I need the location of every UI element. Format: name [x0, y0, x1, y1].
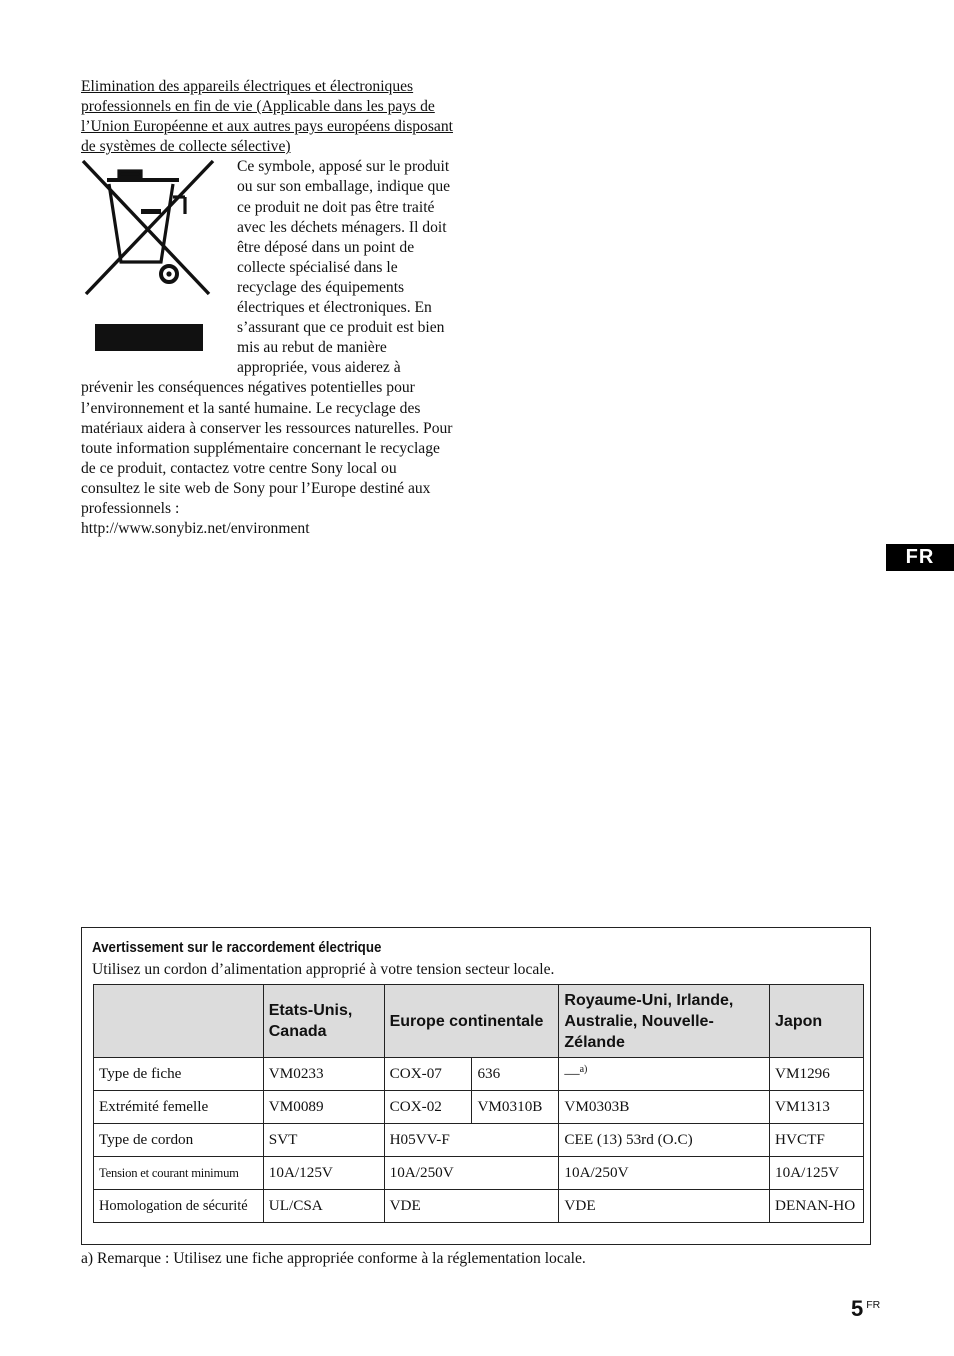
header-continental-europe: Europe continentale [384, 985, 559, 1058]
table-row [94, 1058, 864, 1091]
row-label: Extrémité femelle [94, 1091, 264, 1124]
page-number-suffix: FR [866, 1299, 881, 1311]
table-cell: VDE [559, 1190, 770, 1223]
table-cell: CEE (13) 53rd (O.C) [559, 1124, 770, 1157]
row-label: Type de cordon [94, 1124, 264, 1157]
table-cell: VM0310B [472, 1091, 559, 1124]
table-cell [559, 1058, 770, 1091]
crossed-out-wheelie-bin-icon [81, 159, 221, 354]
table-cell: 10A/125V [263, 1157, 384, 1190]
row-label: Tension et courant minimum [94, 1157, 264, 1190]
table-footnote: a) Remarque : Utilisez une fiche appropriée conforme à la réglementation locale. [81, 1250, 586, 1267]
table-cell: 10A/250V [559, 1157, 770, 1190]
table-cell: VM1296 [770, 1058, 864, 1091]
header-uk-ireland-australia-nz: Royaume-Uni, Irlande, Australie, Nouvelle-Zélande [559, 985, 770, 1058]
power-warning-box [81, 927, 871, 1245]
dash-value: — [564, 1065, 580, 1083]
table-cell: VM1313 [770, 1091, 864, 1124]
header-usa-canada: Etats-Unis, Canada [263, 985, 384, 1058]
table-cell: VM0303B [559, 1091, 770, 1124]
disposal-section [81, 77, 453, 539]
power-cord-table [93, 984, 864, 1223]
power-warning-title: Avertissement sur le raccordement électrique [92, 940, 382, 956]
table-cell: 10A/250V [384, 1157, 559, 1190]
footnote-marker: a) [579, 1064, 588, 1076]
language-tab: FR [886, 544, 954, 571]
table-header-row [94, 985, 864, 1058]
page-number [851, 1296, 880, 1322]
table-row [94, 1157, 864, 1190]
disposal-body: Ce symbole, apposé sur le produit ou sur son emballage, indique que ce produit ne doit pas être traité avec les déchets ménagers. Il doit être déposé dans un point de collecte spécialisé dans le recyclage des équipements électriques et électroniques. En s’assurant que ce produit est bien mis au rebut de manière appropriée, vous aiderez à prévenir les conséquences négatives potentielles pour l’environnement et la santé humaine. Le recyclage des matériaux aidera à conserver les ressources naturelles. Pour toute information supplémentaire concernant le recyclage de ce produit, contactez votre centre Sony local ou consultez le site web de Sony pour l’Europe destiné aux professionnels : [81, 158, 453, 517]
page-number-value: 5 [851, 1296, 864, 1321]
row-label: Type de fiche [94, 1058, 264, 1091]
disposal-heading: Elimination des appareils électriques et électroniques professionnels en fin de vie (Applicable dans les pays de l’Union Européenne et aux autres pays européens disposant de systèmes de collecte sélective) [81, 78, 453, 156]
power-warning-intro: Utilisez un cordon d’alimentation approprié à votre tension secteur locale. [92, 961, 555, 978]
header-empty [94, 985, 264, 1058]
table-cell: H05VV-F [384, 1124, 559, 1157]
weee-symbol [81, 157, 231, 362]
environment-link[interactable]: http://www.sonybiz.net/environment [81, 520, 310, 538]
table-cell: 636 [472, 1058, 559, 1091]
table-cell: UL/CSA [263, 1190, 384, 1223]
table-cell: COX-07 [384, 1058, 472, 1091]
table-cell: VDE [384, 1190, 559, 1223]
table-cell: 10A/125V [770, 1157, 864, 1190]
table-cell: SVT [263, 1124, 384, 1157]
table-cell: COX-02 [384, 1091, 472, 1124]
header-japan: Japon [770, 985, 864, 1058]
table-row [94, 1190, 864, 1223]
table-cell: VM0233 [263, 1058, 384, 1091]
row-label: Homologation de sécurité [94, 1190, 264, 1223]
table-row [94, 1091, 864, 1124]
table-cell: HVCTF [770, 1124, 864, 1157]
table-cell: VM0089 [263, 1091, 384, 1124]
table-row [94, 1124, 864, 1157]
table-cell: DENAN-HO [770, 1190, 864, 1223]
